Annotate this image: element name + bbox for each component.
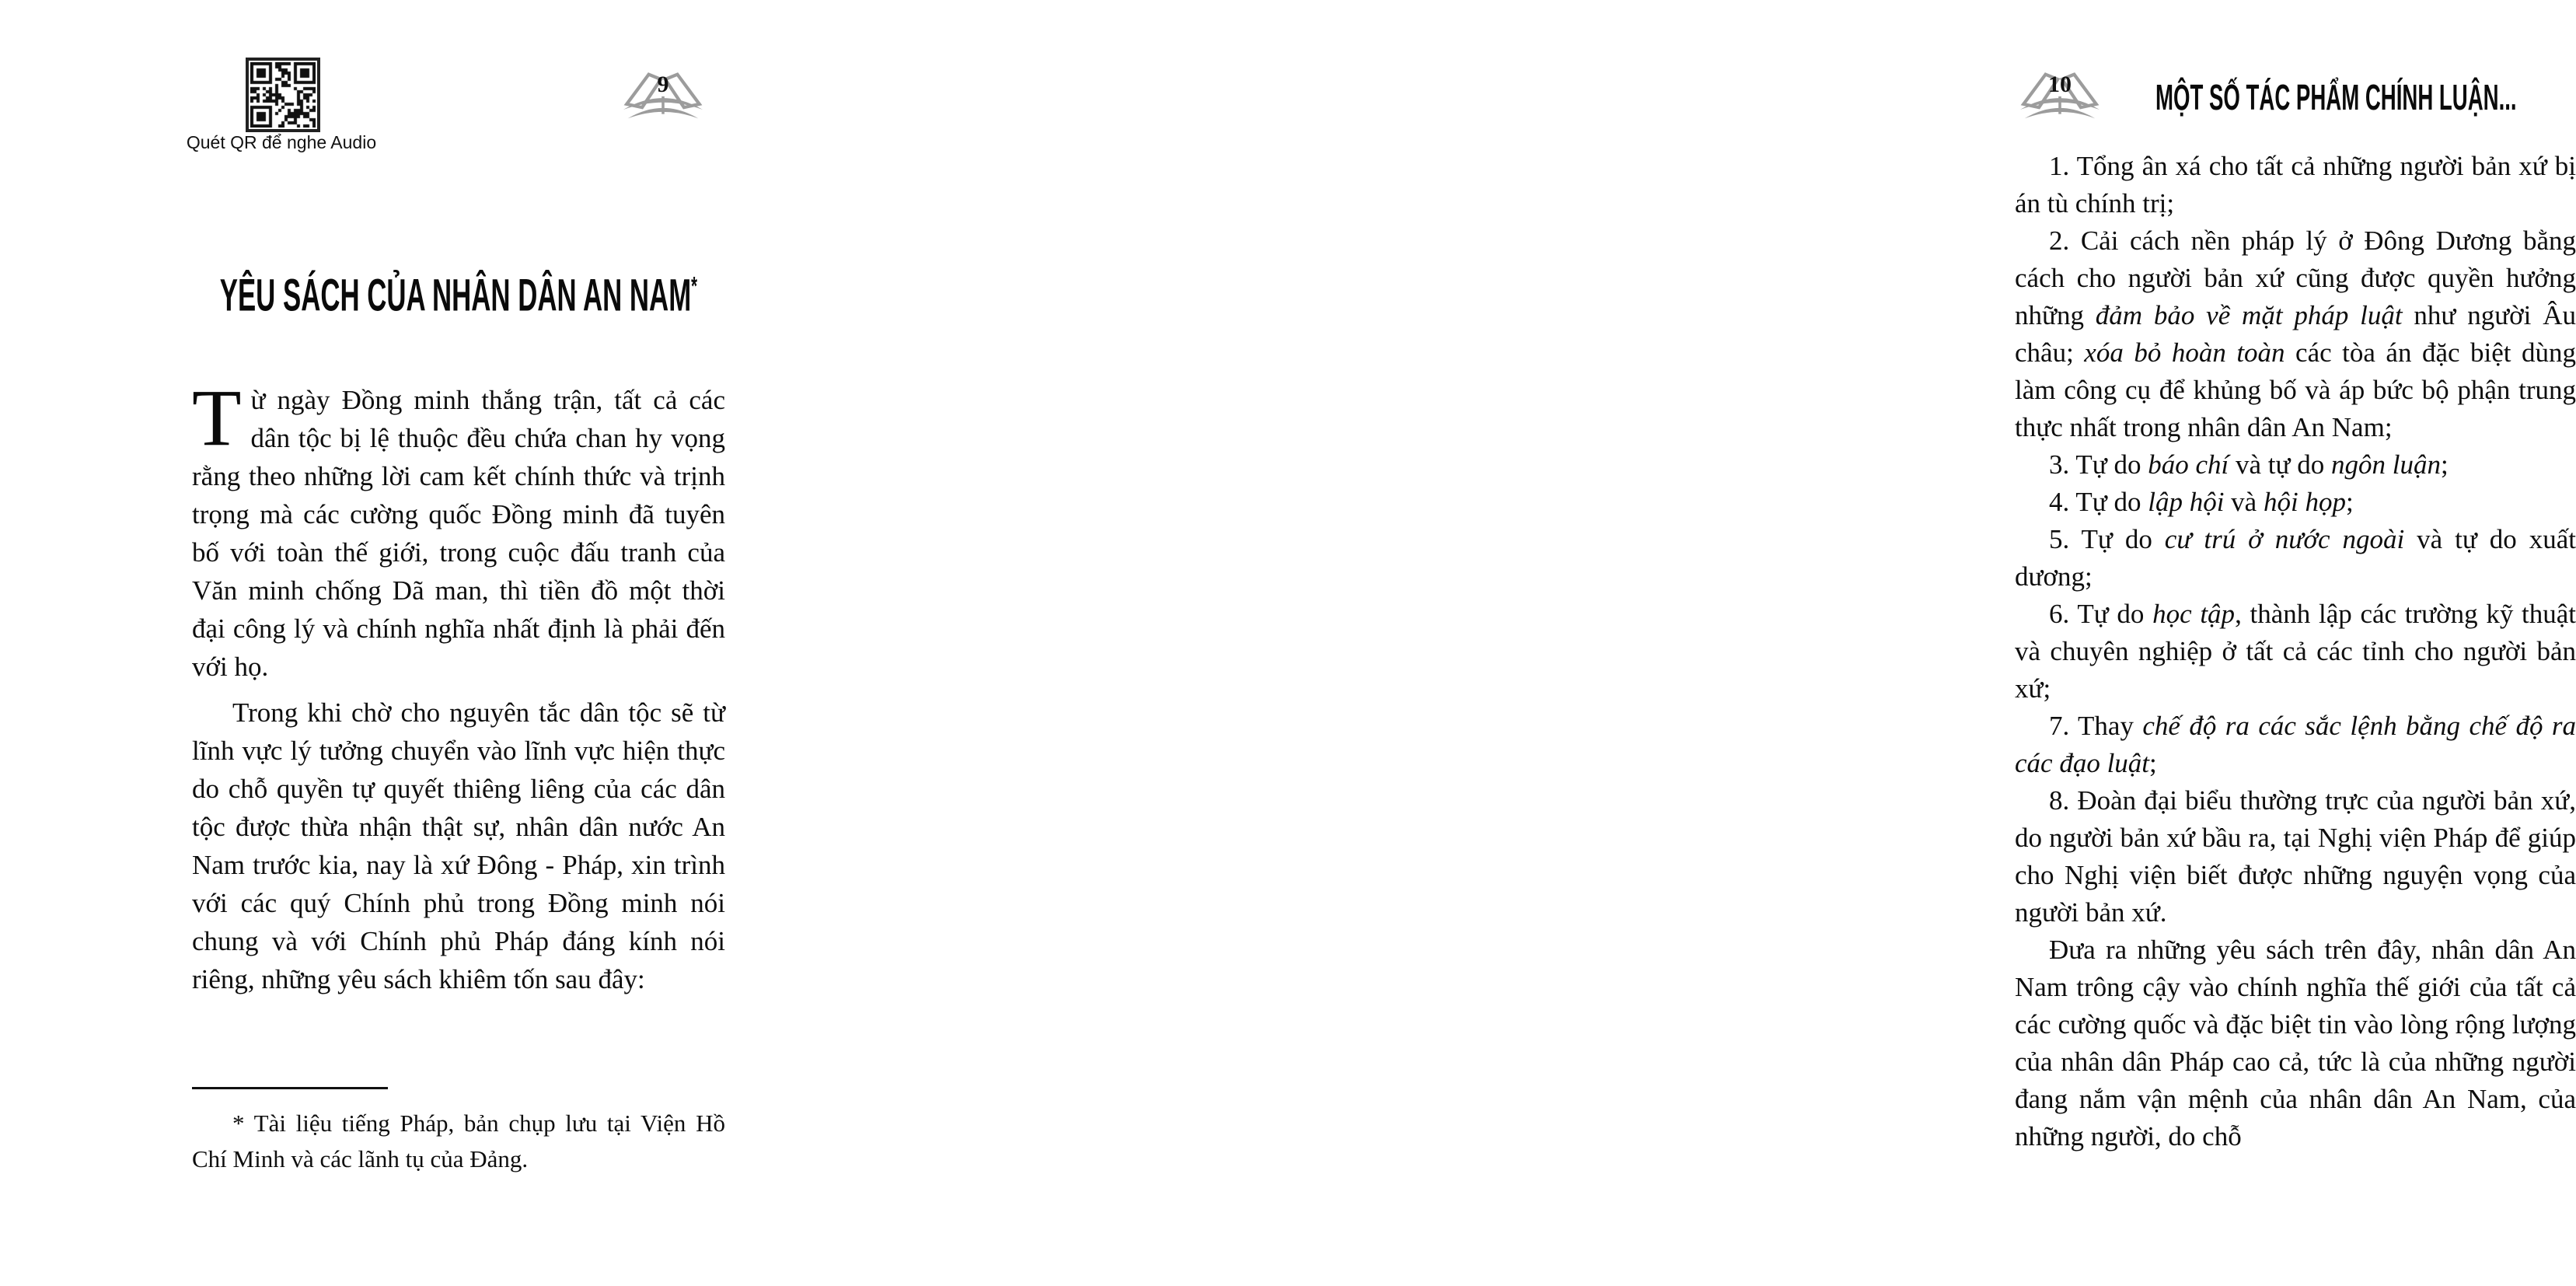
qr-caption: Quét QR để nghe Audio xyxy=(186,132,377,152)
item-text-italic: chế độ ra các sắc lệnh bằng chế độ ra các đạo luật xyxy=(2015,711,2576,778)
item-text-italic: xóa bỏ hoàn toàn xyxy=(2084,337,2285,368)
title-text: YÊU SÁCH CỦA NHÂN DÂN AN NAM xyxy=(219,270,692,321)
page-title xyxy=(220,263,697,320)
list-item-8 xyxy=(2015,782,2576,931)
item-text: 2. Cải cách nền pháp lý ở Đông Dương bằng cách cho người bản xứ cũng được quyền hưởng những xyxy=(2015,225,2576,330)
list-item-4 xyxy=(2015,484,2576,521)
item-text: 5. Tự do xyxy=(2049,524,2165,554)
item-text: 6. Tự do xyxy=(2049,599,2153,629)
item-text: như người Âu châu; xyxy=(2015,300,2576,368)
list-item-7 xyxy=(2015,708,2576,782)
item-text-italic: báo chí xyxy=(2148,449,2229,480)
closing-paragraph: Đưa ra những yêu sách trên đây, nhân dân An Nam trông cậy vào chính nghĩa thế giới của tất cả các cường quốc và đặc biệt tin vào lòng rộng lượng của nhân dân Pháp cao cả, tức là của những người đang nắm vận mệnh của nhân dân An Nam, của những người, do chỗ xyxy=(2015,935,2576,1151)
page-ornament-right xyxy=(2016,70,2104,123)
item-text-italic: lập hội xyxy=(2148,487,2225,517)
article-body-right xyxy=(2015,148,2576,1155)
list-item-5 xyxy=(2015,521,2576,596)
item-text-italic: cư trú ở nước ngoài xyxy=(2164,524,2405,554)
item-text: 7. Thay xyxy=(2049,711,2143,741)
running-header: MỘT SỐ TÁC PHẨM CHÍNH LUẬN... xyxy=(2155,77,2517,117)
item-text: 1. Tổng ân xá cho tất cả những người bản xứ bị án tù chính trị; xyxy=(2015,151,2576,218)
book-page-right xyxy=(909,0,2576,1286)
title-row xyxy=(192,263,725,320)
book-page-left xyxy=(0,0,909,1286)
item-text: và tự do xyxy=(2229,449,2331,480)
item-text: và tự do xuất dương; xyxy=(2015,524,2576,592)
page-number: 9 xyxy=(657,72,669,97)
footnote-marker: * xyxy=(691,272,698,301)
item-text-italic: đảm bảo về mặt pháp luật xyxy=(2095,300,2403,330)
drop-cap: T xyxy=(192,373,242,463)
article-body-left xyxy=(192,373,725,998)
list-item-3 xyxy=(2015,446,2576,484)
item-text: 8. Đoàn đại biểu thường trực của người bản xứ, do người bản xứ bầu ra, tại Nghị viện Pháp để giúp cho Nghị viện biết được những nguyện vọng của người bản xứ. xyxy=(2015,785,2576,928)
item-text: , thành lập các trường kỹ thuật và chuyên nghiệp ở tất cả các tỉnh cho người bản xứ; xyxy=(2015,599,2576,704)
item-text: và xyxy=(2224,487,2264,517)
qr-code xyxy=(250,62,316,128)
list-item-1 xyxy=(2015,148,2576,222)
item-text: ; xyxy=(2345,487,2354,517)
page-ornament-left xyxy=(619,70,707,123)
footnote: * Tài liệu tiếng Pháp, bản chụp lưu tại Viện Hồ Chí Minh và các lãnh tụ của Đảng. xyxy=(192,1110,725,1172)
list-item-6 xyxy=(2015,596,2576,708)
paragraph-dropcap xyxy=(192,373,725,686)
paragraph: Trong khi chờ cho nguyên tắc dân tộc sẽ từ lĩnh vực lý tưởng chuyển vào lĩnh vực hiện thực do chỗ quyền tự quyết thiêng liêng của các dân tộc được thừa nhận thật sự, nhân dân nước An Nam trước kia, nay là xứ Đông - Pháp, xin trình với các quý Chính phủ trong Đồng minh nói chung và với Chính phủ Pháp đáng kính nói riêng, những yêu sách khiêm tốn sau đây: xyxy=(192,697,725,994)
item-text-italic: ngôn luận xyxy=(2330,449,2441,480)
list-item-2 xyxy=(2015,222,2576,446)
item-text-italic: học tập xyxy=(2152,599,2236,629)
item-text: ; xyxy=(2149,748,2157,778)
item-text: 3. Tự do xyxy=(2049,449,2148,480)
item-text: các tòa án đặc biệt dùng làm công cụ để khủng bố và áp bức bộ phận trung thực nhất trong nhân dân An Nam; xyxy=(2015,337,2576,442)
footnote-rule xyxy=(192,1087,388,1089)
item-text: 4. Tự do xyxy=(2049,487,2148,517)
qr-block xyxy=(246,58,320,132)
page-number: 10 xyxy=(2048,72,2072,97)
paragraph-text: ừ ngày Đồng minh thắng trận, tất cả các dân tộc bị lệ thuộc đều chứa chan hy vọng rằng theo những lời cam kết chính thức và trịnh trọng mà các cường quốc Đồng minh đã tuyên bố với toàn thế giới, trong cuộc đấu tranh của Văn minh chống Dã man, thì tiền đồ một thời đại công lý và chính nghĩa nhất định là phải đến với họ. xyxy=(192,385,725,682)
item-text: ; xyxy=(2440,449,2449,480)
item-text-italic: hội họp xyxy=(2263,487,2346,517)
